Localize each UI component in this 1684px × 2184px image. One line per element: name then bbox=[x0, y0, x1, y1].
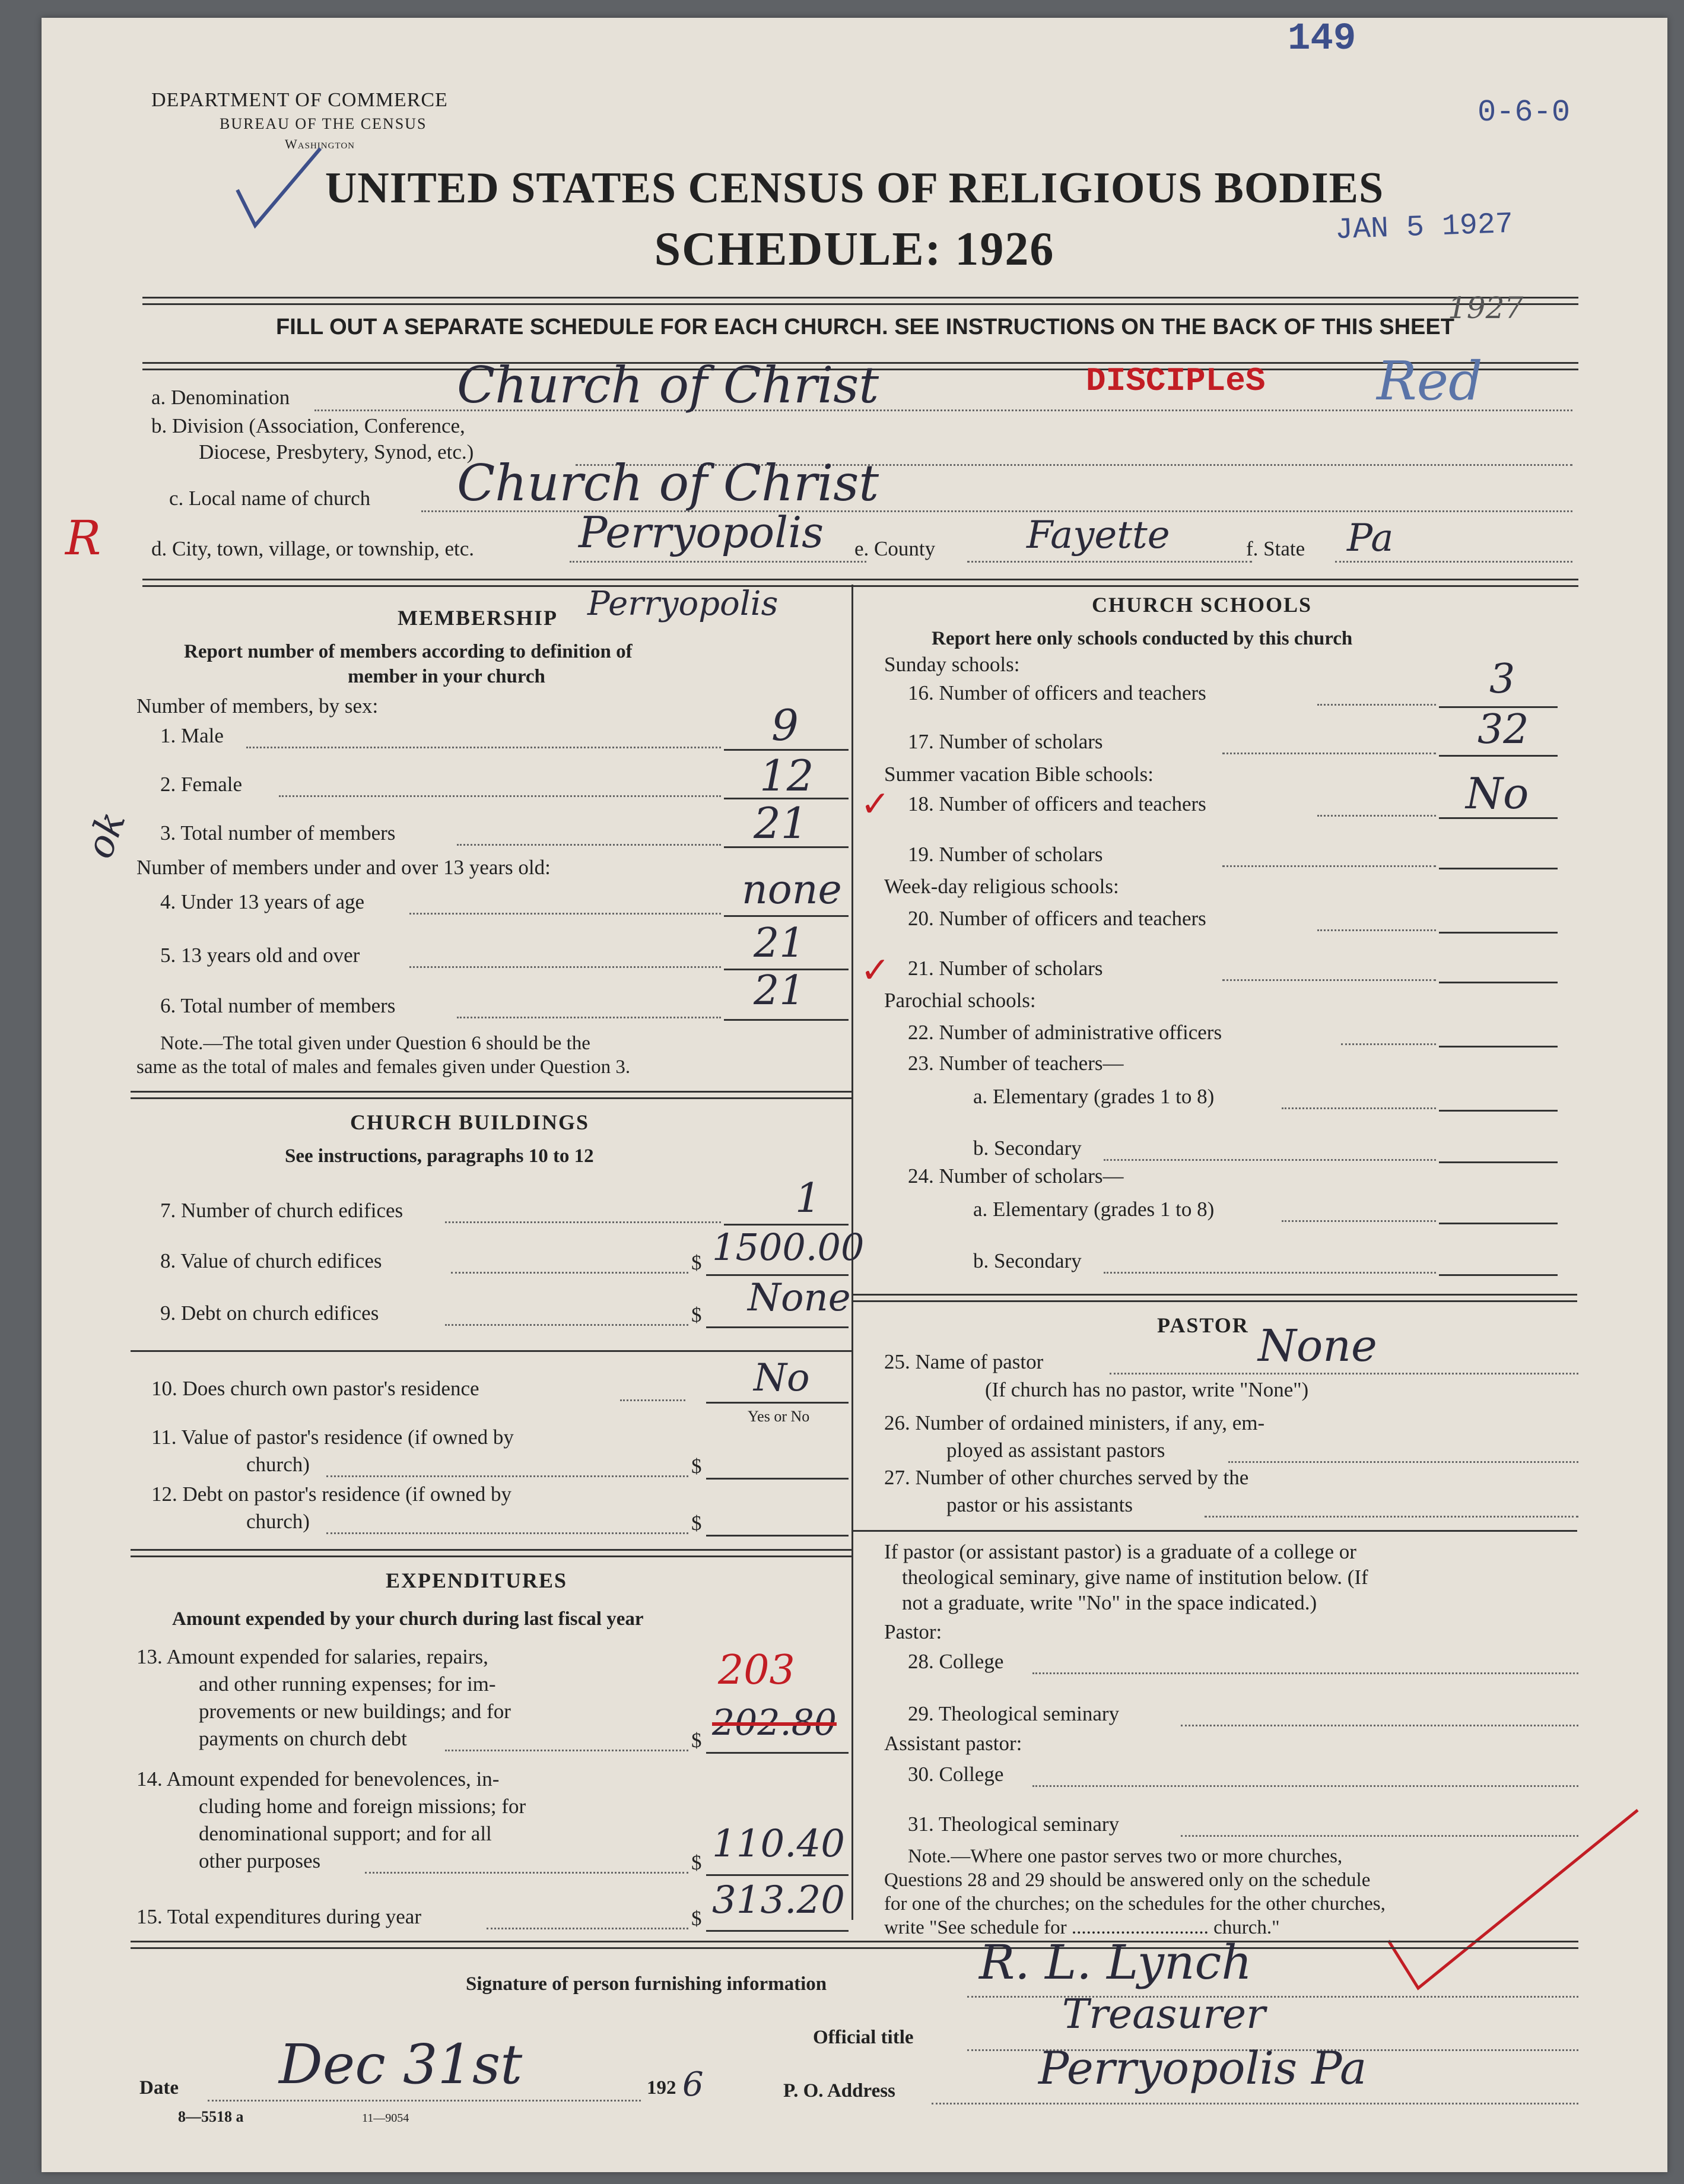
assistant-sub-label: Assistant pastor: bbox=[884, 1732, 1022, 1755]
city-under-value: Perryopolis bbox=[587, 585, 779, 623]
q11-line bbox=[326, 1475, 688, 1477]
q14-value[interactable]: 110.40 bbox=[712, 1822, 845, 1866]
q6-value[interactable]: 21 bbox=[754, 967, 805, 1014]
schools-rule bbox=[853, 1294, 1577, 1302]
bureau-label: BUREAU OF THE CENSUS bbox=[220, 115, 427, 132]
q26-label-1: 26. Number of ordained ministers, if any, em- bbox=[884, 1411, 1265, 1434]
buildings-heading: CHURCH BUILDINGS bbox=[350, 1110, 590, 1134]
q22-label: 22. Number of administrative officers bbox=[908, 1021, 1222, 1044]
q23b-answer-line bbox=[1439, 1161, 1558, 1163]
city-line bbox=[570, 561, 866, 563]
q9-answer-line bbox=[706, 1326, 849, 1328]
q3-label: 3. Total number of members bbox=[160, 821, 396, 845]
q23a-line bbox=[1282, 1107, 1436, 1109]
q24b-label: b. Secondary bbox=[973, 1249, 1082, 1272]
q6-label: 6. Total number of members bbox=[160, 994, 396, 1017]
q22-line bbox=[1341, 1043, 1436, 1045]
form-number: 8—5518 a bbox=[178, 2108, 244, 2125]
q18-line bbox=[1317, 815, 1436, 817]
q1-label: 1. Male bbox=[160, 724, 224, 747]
q23a-answer-line bbox=[1439, 1110, 1558, 1112]
q21-answer-line bbox=[1439, 982, 1558, 983]
q12-label-1: 12. Debt on pastor's residence (if owned by bbox=[151, 1483, 511, 1506]
date-value[interactable]: Dec 31st bbox=[279, 2033, 523, 2096]
q9-line bbox=[445, 1324, 688, 1326]
q21-line bbox=[1222, 979, 1436, 981]
sunday-label: Sunday schools: bbox=[884, 653, 1020, 676]
department-label: DEPARTMENT OF COMMERCE bbox=[151, 89, 448, 111]
q16-label: 16. Number of officers and teachers bbox=[908, 681, 1206, 704]
q24-label: 24. Number of scholars— bbox=[908, 1164, 1124, 1188]
instruction-line: FILL OUT A SEPARATE SCHEDULE FOR EACH CHURCH. SEE INSTRUCTIONS ON THE BACK OF THIS SHEET bbox=[276, 315, 1454, 339]
date-line bbox=[208, 2100, 641, 2102]
q28-label: 28. College bbox=[908, 1650, 1004, 1673]
q6-check-icon: ✓ bbox=[860, 951, 891, 990]
state-value[interactable]: Pa bbox=[1347, 516, 1394, 560]
q15-label: 15. Total expenditures during year bbox=[136, 1905, 421, 1928]
pastor-mid-rule bbox=[853, 1530, 1577, 1532]
q14-label-1: 14. Amount expended for benevolences, in- bbox=[136, 1767, 500, 1791]
census-schedule-sheet bbox=[42, 18, 1667, 2172]
header-rule bbox=[142, 297, 1578, 305]
q12-line bbox=[326, 1532, 688, 1534]
q30-line bbox=[1032, 1785, 1578, 1787]
q11-label-2: church) bbox=[246, 1453, 310, 1476]
q11-label-1: 11. Value of pastor's residence (if owned by bbox=[151, 1426, 514, 1449]
q25-label: 25. Name of pastor bbox=[884, 1350, 1044, 1373]
pastor-heading: PASTOR bbox=[1157, 1313, 1249, 1337]
county-value[interactable]: Fayette bbox=[1027, 513, 1170, 557]
county-label: e. County bbox=[854, 537, 936, 560]
expenditures-heading: EXPENDITURES bbox=[386, 1569, 568, 1592]
q1-line bbox=[246, 747, 721, 748]
q13-label-1: 13. Amount expended for salaries, repairs, bbox=[136, 1645, 488, 1668]
official-title-label: Official title bbox=[813, 2027, 914, 2048]
q10-answer-line bbox=[706, 1402, 849, 1404]
signature-line bbox=[967, 1996, 1578, 1998]
q14-label-2: cluding home and foreign missions; for bbox=[199, 1795, 526, 1818]
membership-rule bbox=[131, 1091, 851, 1099]
q10-value[interactable]: No bbox=[754, 1356, 810, 1400]
q24a-label: a. Elementary (grades 1 to 8) bbox=[973, 1198, 1215, 1221]
q17-line bbox=[1222, 753, 1436, 754]
q7-label: 7. Number of church edifices bbox=[160, 1199, 403, 1222]
q13-dollar: $ bbox=[691, 1729, 702, 1752]
parochial-label: Parochial schools: bbox=[884, 989, 1036, 1012]
page-number-stamp: 149 bbox=[1288, 18, 1356, 61]
q17-label: 17. Number of scholars bbox=[908, 730, 1103, 753]
buildings-mid-rule bbox=[131, 1350, 851, 1352]
local-name-label: c. Local name of church bbox=[169, 487, 371, 510]
q4-value[interactable]: none bbox=[742, 866, 842, 913]
q13-answer-line bbox=[706, 1752, 849, 1754]
q26-line bbox=[1228, 1461, 1578, 1463]
q9-dollar: $ bbox=[691, 1303, 702, 1326]
division-label-2: Diocese, Presbytery, Synod, etc.) bbox=[199, 440, 474, 464]
q17-value[interactable]: 32 bbox=[1478, 706, 1529, 753]
membership-instr-1: Report number of members according to definition of bbox=[184, 641, 633, 662]
q3-check-icon: ✓ bbox=[860, 785, 891, 824]
q29-label: 29. Theological seminary bbox=[908, 1702, 1120, 1725]
signature-label: Signature of person furnishing information bbox=[466, 1973, 827, 1995]
denomination-label: a. Denomination bbox=[151, 386, 290, 409]
q15-answer-line bbox=[706, 1930, 849, 1932]
q27-label-1: 27. Number of other churches served by the bbox=[884, 1466, 1249, 1489]
q23-label: 23. Number of teachers— bbox=[908, 1052, 1124, 1075]
q20-line bbox=[1317, 929, 1436, 931]
footer-rule bbox=[131, 1941, 1578, 1949]
po-address-label: P. O. Address bbox=[783, 2080, 895, 2102]
county-line bbox=[967, 561, 1252, 563]
q7-line bbox=[445, 1221, 721, 1223]
q23b-line bbox=[1104, 1159, 1436, 1161]
q19-line bbox=[1222, 865, 1436, 867]
expenditures-instr: Amount expended by your church during last fiscal year bbox=[172, 1608, 644, 1630]
code-stamp: 0-6-0 bbox=[1478, 95, 1571, 130]
q12-answer-line bbox=[706, 1535, 849, 1537]
graduate-instr-3: not a graduate, write "No" in the space indicated.) bbox=[902, 1591, 1317, 1614]
year-value[interactable]: 6 bbox=[682, 2065, 704, 2104]
q10-label: 10. Does church own pastor's residence bbox=[151, 1377, 479, 1400]
q30-label: 30. College bbox=[908, 1763, 1004, 1786]
q11-answer-line bbox=[706, 1478, 849, 1480]
state-label: f. State bbox=[1246, 537, 1305, 560]
q25-note: (If church has no pastor, write "None") bbox=[985, 1378, 1309, 1401]
q5-line bbox=[409, 966, 721, 968]
q13-label-4: payments on church debt bbox=[199, 1727, 407, 1750]
denomination-value[interactable]: Church of Christ bbox=[457, 356, 879, 414]
q16-line bbox=[1317, 704, 1436, 706]
membership-note-1: Note.—The total given under Question 6 should be the bbox=[160, 1033, 590, 1054]
division-label-1: b. Division (Association, Conference, bbox=[151, 414, 465, 437]
q13-value[interactable]: 202.80 bbox=[712, 1702, 837, 1744]
form-title: UNITED STATES CENSUS OF RELIGIOUS BODIES bbox=[325, 164, 1384, 212]
city-value[interactable]: Perryopolis bbox=[579, 507, 824, 557]
q23b-label: b. Secondary bbox=[973, 1137, 1082, 1160]
q3-value[interactable]: 21 bbox=[754, 798, 808, 848]
q2-value[interactable]: 12 bbox=[760, 751, 814, 801]
summer-label: Summer vacation Bible schools: bbox=[884, 763, 1154, 786]
q4-line bbox=[409, 913, 721, 915]
q20-label: 20. Number of officers and teachers bbox=[908, 907, 1206, 930]
q6-line bbox=[457, 1017, 721, 1018]
check-mark-icon bbox=[231, 142, 326, 237]
q14-dollar: $ bbox=[691, 1851, 702, 1874]
local-name-value[interactable]: Church of Christ bbox=[457, 454, 879, 512]
q29-line bbox=[1181, 1725, 1578, 1726]
buildings-instr: See instructions, paragraphs 10 to 12 bbox=[285, 1145, 594, 1167]
q9-label: 9. Debt on church edifices bbox=[160, 1301, 379, 1325]
margin-ok-mark: ok bbox=[77, 806, 135, 864]
q31-label: 31. Theological seminary bbox=[908, 1812, 1120, 1836]
q2-line bbox=[279, 795, 721, 797]
corner-mark: Red bbox=[1377, 350, 1483, 412]
pastor-note-3: for one of the churches; on the schedules for the other churches, bbox=[884, 1893, 1386, 1915]
q14-line bbox=[365, 1872, 688, 1874]
q15-value[interactable]: 313.20 bbox=[712, 1878, 845, 1922]
disciples-stamp: DISCIPLeS bbox=[1086, 362, 1266, 400]
q24b-answer-line bbox=[1439, 1274, 1558, 1276]
q24a-line bbox=[1282, 1220, 1436, 1222]
membership-note-2: same as the total of males and females given under Question 3. bbox=[136, 1056, 631, 1078]
under-over-label: Number of members under and over 13 years old: bbox=[136, 856, 551, 879]
q14-label-4: other purposes bbox=[199, 1849, 321, 1872]
by-sex-label: Number of members, by sex: bbox=[136, 694, 379, 718]
membership-instr-2: member in your church bbox=[348, 666, 545, 687]
q13-label-3: provements or new buildings; and for bbox=[199, 1700, 511, 1723]
print-number: 11—9054 bbox=[362, 2112, 409, 2125]
weekday-label: Week-day religious schools: bbox=[884, 875, 1119, 898]
pastor-note-2: Questions 28 and 29 should be answered only on the schedule bbox=[884, 1869, 1371, 1891]
q15-dollar: $ bbox=[691, 1907, 702, 1930]
q21-label: 21. Number of scholars bbox=[908, 957, 1103, 980]
q1-value[interactable]: 9 bbox=[771, 700, 799, 750]
received-date-stamp: JAN 5 1927 bbox=[1335, 207, 1514, 248]
pastor-note-4: write "See schedule for ............................ church." bbox=[884, 1917, 1280, 1938]
q25-line bbox=[1110, 1373, 1578, 1374]
state-line bbox=[1335, 561, 1572, 563]
signature-value[interactable]: R. L. Lynch bbox=[979, 1935, 1252, 1990]
year-prefix: 192 bbox=[647, 2077, 676, 2099]
q14-answer-line bbox=[706, 1874, 849, 1876]
q13-label-2: and other running expenses; for im- bbox=[199, 1672, 496, 1696]
date-label: Date bbox=[139, 2077, 179, 2099]
q17-answer-line bbox=[1439, 755, 1558, 757]
q12-dollar: $ bbox=[691, 1512, 702, 1535]
yes-no-hint: Yes or No bbox=[748, 1408, 810, 1425]
pastor-sub-label: Pastor: bbox=[884, 1620, 942, 1643]
po-address-value[interactable]: Perryopolis Pa bbox=[1038, 2042, 1367, 2094]
q28-line bbox=[1032, 1672, 1578, 1674]
city-label: d. City, town, village, or township, etc. bbox=[151, 537, 475, 560]
official-title-value[interactable]: Treasurer bbox=[1062, 1991, 1266, 2038]
q24a-answer-line bbox=[1439, 1223, 1558, 1224]
q13-corrected-value[interactable]: 203 bbox=[718, 1647, 795, 1694]
buildings-rule bbox=[131, 1549, 851, 1557]
q22-answer-line bbox=[1439, 1046, 1558, 1047]
q4-label: 4. Under 13 years of age bbox=[160, 890, 365, 913]
q24b-line bbox=[1104, 1272, 1436, 1274]
q3-line bbox=[457, 844, 721, 846]
schools-instr: Report here only schools conducted by this church bbox=[932, 628, 1353, 649]
q14-label-3: denominational support; and for all bbox=[199, 1822, 492, 1845]
q26-label-2: ployed as assistant pastors bbox=[946, 1439, 1165, 1462]
q15-line bbox=[487, 1928, 688, 1929]
graduate-instr-1: If pastor (or assistant pastor) is a graduate of a college or bbox=[884, 1540, 1356, 1563]
approval-check-icon bbox=[1377, 1792, 1650, 2030]
q8-dollar: $ bbox=[691, 1251, 702, 1274]
q10-line bbox=[620, 1399, 685, 1401]
identity-rule bbox=[142, 579, 1578, 587]
q19-answer-line bbox=[1439, 868, 1558, 869]
membership-heading: MEMBERSHIP bbox=[398, 606, 558, 630]
q2-label: 2. Female bbox=[160, 773, 243, 796]
q5-label: 5. 13 years old and over bbox=[160, 944, 360, 967]
q16-value[interactable]: 3 bbox=[1489, 656, 1515, 703]
washington-label: Washington bbox=[285, 136, 355, 151]
q11-dollar: $ bbox=[691, 1455, 702, 1478]
q8-value[interactable]: 1500.00 bbox=[712, 1226, 865, 1269]
q12-label-2: church) bbox=[246, 1510, 310, 1533]
q13-line bbox=[445, 1750, 688, 1751]
q18-value[interactable]: No bbox=[1466, 769, 1529, 818]
q7-value[interactable]: 1 bbox=[795, 1175, 821, 1222]
q25-value[interactable]: None bbox=[1258, 1320, 1377, 1372]
year-note: 1927 bbox=[1448, 291, 1524, 325]
po-address-line bbox=[932, 2103, 1578, 2104]
q8-label: 8. Value of church edifices bbox=[160, 1249, 382, 1272]
q23a-label: a. Elementary (grades 1 to 8) bbox=[973, 1085, 1215, 1108]
q19-label: 19. Number of scholars bbox=[908, 843, 1103, 866]
schedule-title: SCHEDULE: 1926 bbox=[654, 223, 1055, 275]
q27-label-2: pastor or his assistants bbox=[946, 1493, 1133, 1516]
graduate-instr-2: theological seminary, give name of institution below. (If bbox=[902, 1566, 1368, 1589]
q9-value[interactable]: None bbox=[748, 1276, 851, 1320]
q6-answer-line bbox=[724, 1019, 849, 1021]
q18-label: 18. Number of officers and teachers bbox=[908, 792, 1206, 815]
q8-line bbox=[451, 1272, 688, 1274]
schools-heading: CHURCH SCHOOLS bbox=[1092, 593, 1313, 617]
q20-answer-line bbox=[1439, 932, 1558, 934]
margin-r-mark: R bbox=[65, 510, 101, 566]
pastor-note-1: Note.—Where one pastor serves two or more churches, bbox=[908, 1846, 1343, 1867]
q4-answer-line bbox=[724, 915, 849, 917]
q5-value[interactable]: 21 bbox=[754, 920, 805, 967]
q27-line bbox=[1205, 1516, 1578, 1518]
